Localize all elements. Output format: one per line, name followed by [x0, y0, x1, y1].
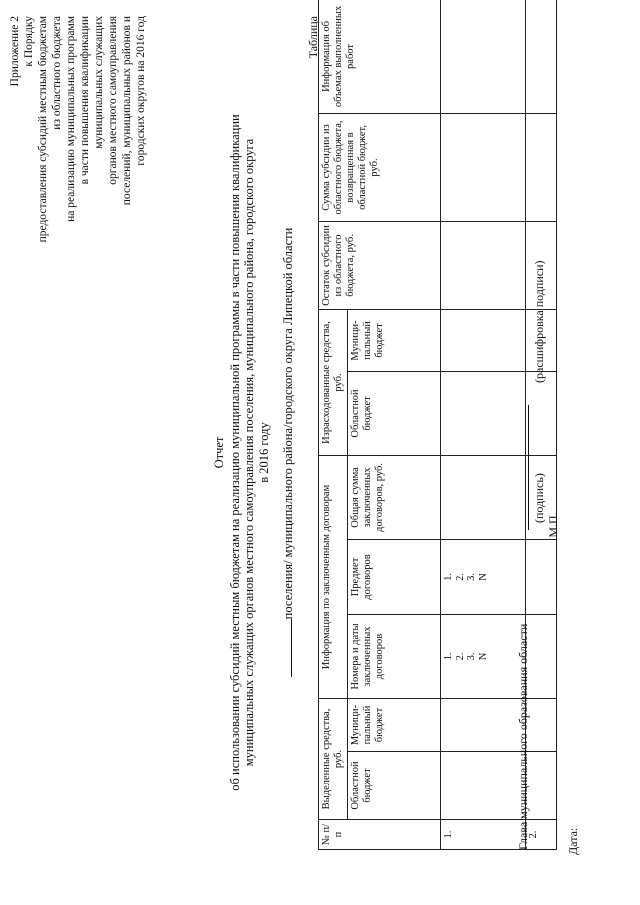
subheader-contract-total: Общая сумма заключенных договоров, руб.	[348, 455, 441, 539]
signature-head-label: Глава муниципального образования области	[516, 623, 530, 850]
annex-line: к Порядку	[23, 16, 35, 67]
header-contracts-info: Информация по заключенным договорам	[319, 455, 348, 698]
list-item: 2.	[454, 652, 466, 661]
subheader-alloc-municipal: Муници-пальный бюджет	[348, 698, 441, 751]
row-num: 1.	[441, 820, 526, 850]
header-allocated: Выделенные средства, руб.	[319, 698, 348, 819]
annex-line: муниципальных служащих	[93, 16, 105, 149]
signature-line	[528, 405, 529, 530]
signature-decode-label: (расшифровка подписи)	[532, 260, 546, 383]
list-item: 1.	[443, 652, 454, 661]
signature-sign-label: (подпись)	[532, 473, 546, 523]
list-item: 3.	[466, 652, 477, 661]
list-item: N	[477, 573, 489, 581]
report-title-entity-text: поселения/ муниципального района/городского округа Липецкой области	[281, 227, 295, 620]
list-item: 3.	[466, 573, 477, 581]
annex-line: поселений, муниципальных районов и	[121, 16, 133, 206]
list-item: 1.	[443, 573, 454, 581]
subheader-contract-numbers: Номера и даты заключенных договоров	[348, 614, 441, 698]
annex-line: предоставления субсидий местным бюджетам	[37, 16, 49, 243]
report-heading: Отчет	[212, 436, 226, 469]
header-num: № п/п	[319, 820, 441, 850]
report-title-year: в 2016 году	[257, 422, 271, 483]
annex-line: городских округов на 2016 год	[135, 16, 147, 166]
header-spent: Израсходованные средства, руб.	[319, 309, 348, 455]
report-title-line-2: муниципальных служащих органов местного самоуправления поселения, муниципального района, городского округа	[242, 138, 256, 767]
header-remainder: Остаток субсидии из областного бюджета, руб.	[319, 221, 441, 309]
subheader-alloc-regional: Областной бюджет	[348, 752, 441, 820]
report-title-line-1: об использовании субсидий местным бюджетам на реализацию муниципальной программы в части повышения квалификации	[228, 114, 242, 791]
annex-line: в части повышения квалификации	[79, 16, 91, 185]
annex-line: на реализацию муниципальных программ	[65, 16, 77, 222]
annex-line: Приложение 2	[9, 16, 21, 87]
list-item: N	[477, 652, 489, 661]
subheader-contract-subject: Предмет договоров	[348, 539, 441, 614]
stamp-place: М.П.	[546, 512, 560, 538]
header-returned: Сумма субсидии из областного бюджета, возвращенная в областной бюджет, руб.	[319, 113, 441, 221]
header-works-info: Информация об объемах выполненных работ	[319, 0, 441, 113]
date-label: Дата:	[566, 827, 580, 855]
row-num: 2.	[526, 820, 557, 850]
annex-line: из областного бюджета	[51, 16, 63, 130]
subheader-spent-municipal: Муници-пальный бюджет	[348, 309, 441, 371]
subheader-spent-regional: Областной бюджет	[348, 371, 441, 455]
list-item: 2.	[454, 573, 466, 581]
table-tag: Таблица	[306, 16, 320, 59]
annex-line: органов местного самоуправления	[107, 16, 119, 185]
